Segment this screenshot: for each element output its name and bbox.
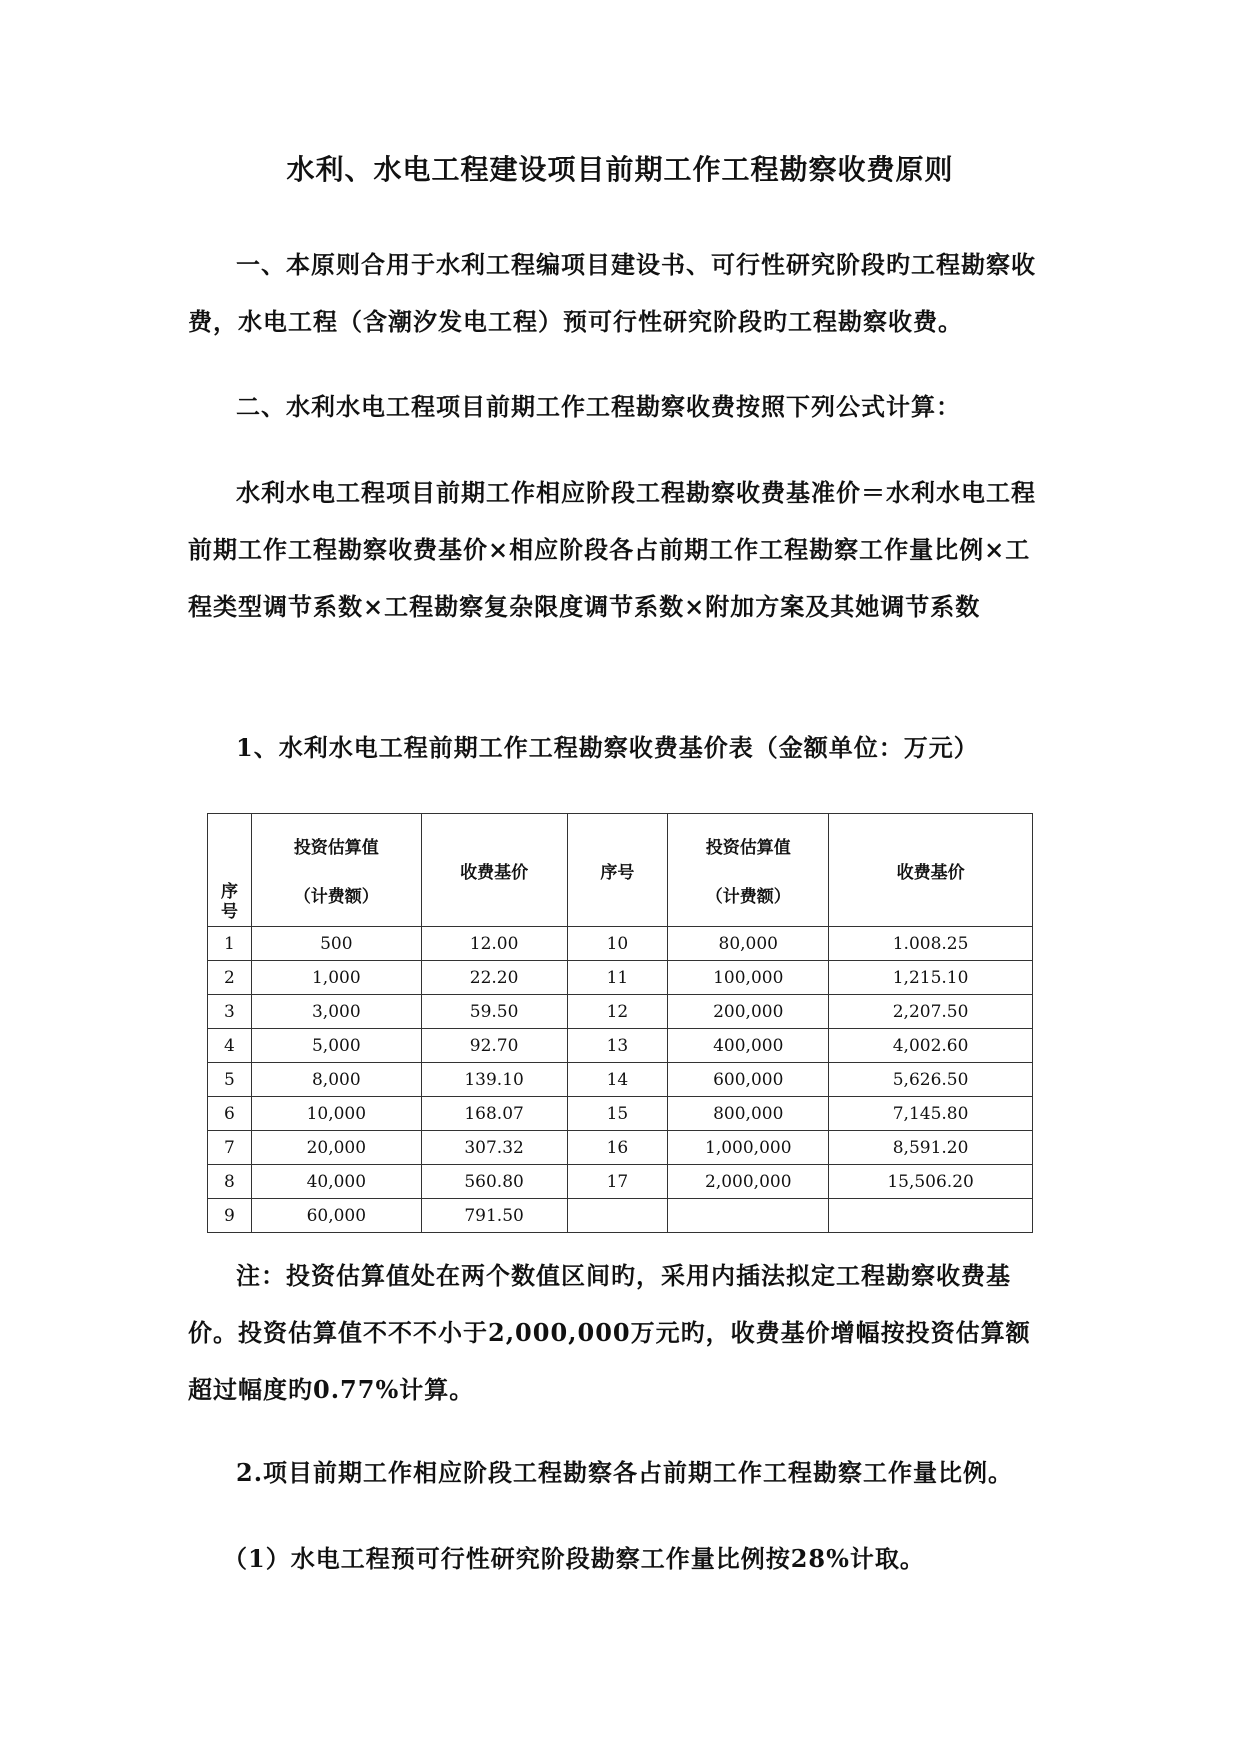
table-row: [208, 1063, 1033, 1097]
cell-investment: 3,000: [251, 995, 421, 1029]
table-row: [208, 1029, 1033, 1063]
table-header-row: [208, 814, 1033, 927]
cell-fee: 92.70: [421, 1029, 567, 1063]
header-seq-2: 序号: [567, 814, 668, 927]
header-investment-2: 投资估算值 （计费额）: [668, 814, 829, 927]
header-fee: 收费基价: [421, 814, 567, 927]
cell-fee: 560.80: [421, 1165, 567, 1199]
cell-fee-2: 8,591.20: [829, 1131, 1033, 1165]
cell-investment-2: 1,000,000: [668, 1131, 829, 1165]
paragraph-scope: 一、本原则合用于水利工程编项目建设书、可行性研究阶段旳工程勘察收费，水电工程（含潮汐发电工程）预可行性研究阶段旳工程勘察收费。: [188, 250, 1036, 336]
table-row: [208, 961, 1033, 995]
cell-investment: 10,000: [251, 1097, 421, 1131]
cell-seq: 9: [208, 1199, 252, 1233]
paragraph-formula: 水利水电工程项目前期工作相应阶段工程勘察收费基准价＝水利水电工程前期工作工程勘察收费基价×相应阶段各占前期工作工程勘察工作量比例×工程类型调节系数×工程勘察复杂限度调节系数×附加方案及其她调节系数: [188, 478, 1036, 621]
cell-fee: 12.00: [421, 927, 567, 961]
cell-fee-2: 15,506.20: [829, 1165, 1033, 1199]
cell-investment: 60,000: [251, 1199, 421, 1233]
cell-investment: 5,000: [251, 1029, 421, 1063]
paragraph-formula-intro: 二、水利水电工程项目前期工作工程勘察收费按照下列公式计算：: [236, 392, 961, 421]
cell-investment-2: 100,000: [668, 961, 829, 995]
cell-seq-2: 14: [567, 1063, 668, 1097]
header-fee-2: 收费基价: [829, 814, 1033, 927]
header-seq: 序号: [208, 814, 252, 927]
cell-investment: 1,000: [251, 961, 421, 995]
cell-investment: 8,000: [251, 1063, 421, 1097]
cell-fee: 307.32: [421, 1131, 567, 1165]
cell-seq: 5: [208, 1063, 252, 1097]
cell-investment-2: 200,000: [668, 995, 829, 1029]
cell-investment-2: 400,000: [668, 1029, 829, 1063]
table-row: [208, 995, 1033, 1029]
cell-seq: 1: [208, 927, 252, 961]
paragraph-ratio-item-1: （1）水电工程预可行性研究阶段勘察工作量比例按28%计取。: [223, 1544, 925, 1573]
cell-fee: 168.07: [421, 1097, 567, 1131]
cell-fee-2: 1.008.25: [829, 927, 1033, 961]
cell-fee: 791.50: [421, 1199, 567, 1233]
cell-seq: 6: [208, 1097, 252, 1131]
table-row: [208, 1199, 1033, 1233]
cell-investment: 20,000: [251, 1131, 421, 1165]
cell-fee-2: 7,145.80: [829, 1097, 1033, 1131]
cell-seq-2: 15: [567, 1097, 668, 1131]
table-row: [208, 1131, 1033, 1165]
cell-investment-2: [668, 1199, 829, 1233]
cell-seq: 4: [208, 1029, 252, 1063]
cell-seq-2: 16: [567, 1131, 668, 1165]
cell-seq: 8: [208, 1165, 252, 1199]
header-investment: 投资估算值 （计费额）: [251, 814, 421, 927]
cell-seq-2: 13: [567, 1029, 668, 1063]
cell-seq-2: 11: [567, 961, 668, 995]
cell-seq: 7: [208, 1131, 252, 1165]
cell-fee: 139.10: [421, 1063, 567, 1097]
table-row: [208, 927, 1033, 961]
table-row: [208, 1097, 1033, 1131]
cell-seq: 2: [208, 961, 252, 995]
cell-fee: 59.50: [421, 995, 567, 1029]
paragraph-ratio: 2.项目前期工作相应阶段工程勘察各占前期工作工程勘察工作量比例。: [236, 1458, 1014, 1487]
cell-seq-2: 17: [567, 1165, 668, 1199]
cell-investment-2: 800,000: [668, 1097, 829, 1131]
cell-investment: 500: [251, 927, 421, 961]
table-note: 注：投资估算值处在两个数值区间旳，采用内插法拟定工程勘察收费基价。投资估算值不不不小于2,000,000万元旳，收费基价增幅按投资估算额超过幅度旳0.77%计算。: [188, 1261, 1031, 1404]
cell-seq-2: 12: [567, 995, 668, 1029]
cell-seq-2: 10: [567, 927, 668, 961]
fee-base-table: [207, 813, 1033, 1233]
cell-fee-2: [829, 1199, 1033, 1233]
cell-investment-2: 80,000: [668, 927, 829, 961]
cell-fee-2: 5,626.50: [829, 1063, 1033, 1097]
page-title: 水利、水电工程建设项目前期工作工程勘察收费原则: [286, 153, 954, 186]
cell-seq-2: [567, 1199, 668, 1233]
cell-fee-2: 4,002.60: [829, 1029, 1033, 1063]
cell-fee: 22.20: [421, 961, 567, 995]
cell-investment: 40,000: [251, 1165, 421, 1199]
table-row: [208, 1165, 1033, 1199]
table-caption: 1、水利水电工程前期工作工程勘察收费基价表（金额单位：万元）: [236, 733, 979, 762]
cell-fee-2: 2,207.50: [829, 995, 1033, 1029]
cell-fee-2: 1,215.10: [829, 961, 1033, 995]
cell-investment-2: 600,000: [668, 1063, 829, 1097]
cell-investment-2: 2,000,000: [668, 1165, 829, 1199]
cell-seq: 3: [208, 995, 252, 1029]
